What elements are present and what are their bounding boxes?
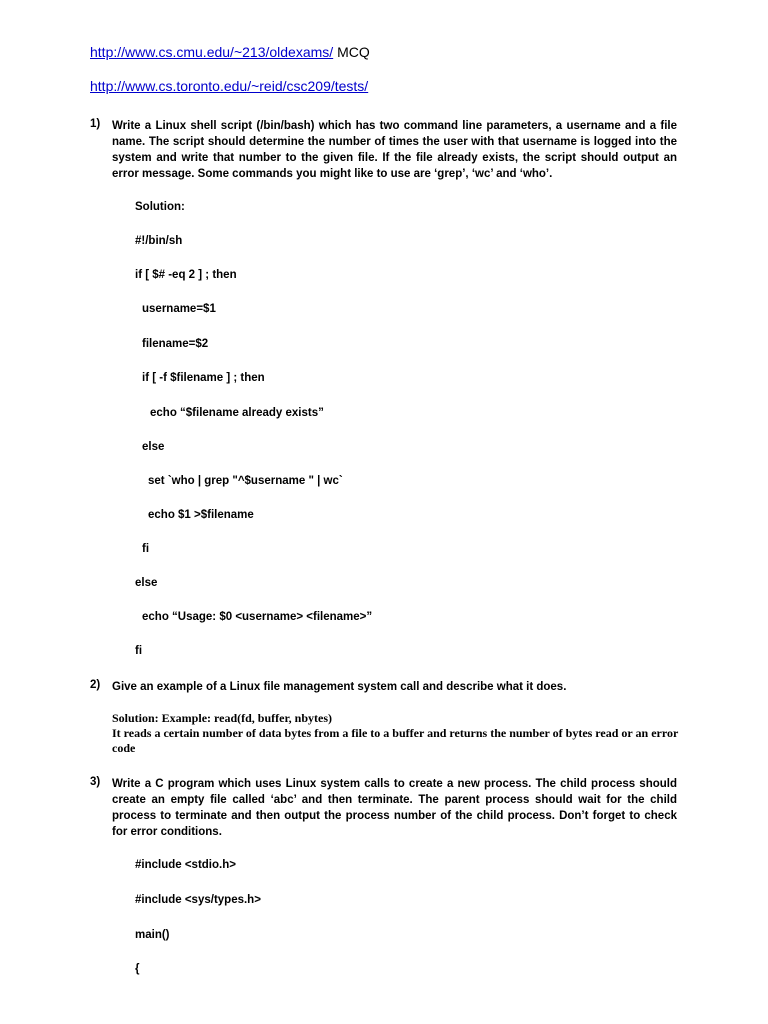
q2-solution (112, 711, 682, 756)
code-line: username=$1 (142, 303, 216, 315)
cmu-oldexams-link[interactable]: http://www.cs.cmu.edu/~213/oldexams/ (90, 44, 334, 60)
code-line: if [ $# -eq 2 ] ; then (135, 269, 237, 281)
question-2-number: 2) (90, 679, 101, 691)
link-suffix: MCQ (333, 44, 370, 60)
code-line: fi (135, 645, 143, 657)
question-3-text: Write a C program which uses Linux system calls to create a new process. The child process should create an empty file called ‘abc’ and then terminate. The parent process should wait for the child process to terminate and then output the process number of the child process. Don’t forget to check for error conditions. (112, 778, 677, 838)
code-line: #include <sys/types.h> (135, 894, 261, 906)
code-line: else (142, 441, 165, 453)
code-line: #include <stdio.h> (135, 859, 236, 871)
link-line-1 (90, 44, 370, 60)
q2-solution-example: Solution: Example: read(fd, buffer, nbytes) (112, 711, 333, 725)
question-1-text: Write a Linux shell script (/bin/bash) which has two command line parameters, a username and a file name. The script should determine the number of times the user with that username is logged into the system and write that number to the given file. If the file already exists, the script should output an error message. Some commands you might like to use are ‘grep’, ‘wc’ and ‘who’. (112, 120, 677, 180)
code-line: #!/bin/sh (135, 235, 183, 247)
code-line: if [ -f $filename ] ; then (142, 372, 265, 384)
code-line: { (135, 963, 140, 975)
code-line: echo “Usage: $0 <username> <filename>” (142, 611, 373, 623)
q1-solution-label: Solution: (135, 201, 185, 213)
code-line: filename=$2 (142, 338, 209, 350)
q2-solution-description: It reads a certain number of data bytes from a file to a buffer and returns the number of bytes read or an error code (112, 726, 679, 755)
code-line: fi (142, 543, 150, 555)
question-3-number: 3) (90, 776, 101, 788)
link-line-2 (90, 78, 368, 94)
question-2-text: Give an example of a Linux file management system call and describe what it does. (112, 681, 567, 693)
code-line: echo $1 >$filename (148, 509, 254, 521)
code-line: set `who | grep "^$username " | wc` (148, 475, 343, 487)
question-1-number: 1) (90, 118, 101, 130)
code-line: else (135, 577, 158, 589)
code-line: main() (135, 929, 170, 941)
toronto-tests-link[interactable]: http://www.cs.toronto.edu/~reid/csc209/tests/ (90, 78, 369, 94)
code-line: echo “$filename already exists” (150, 407, 324, 419)
